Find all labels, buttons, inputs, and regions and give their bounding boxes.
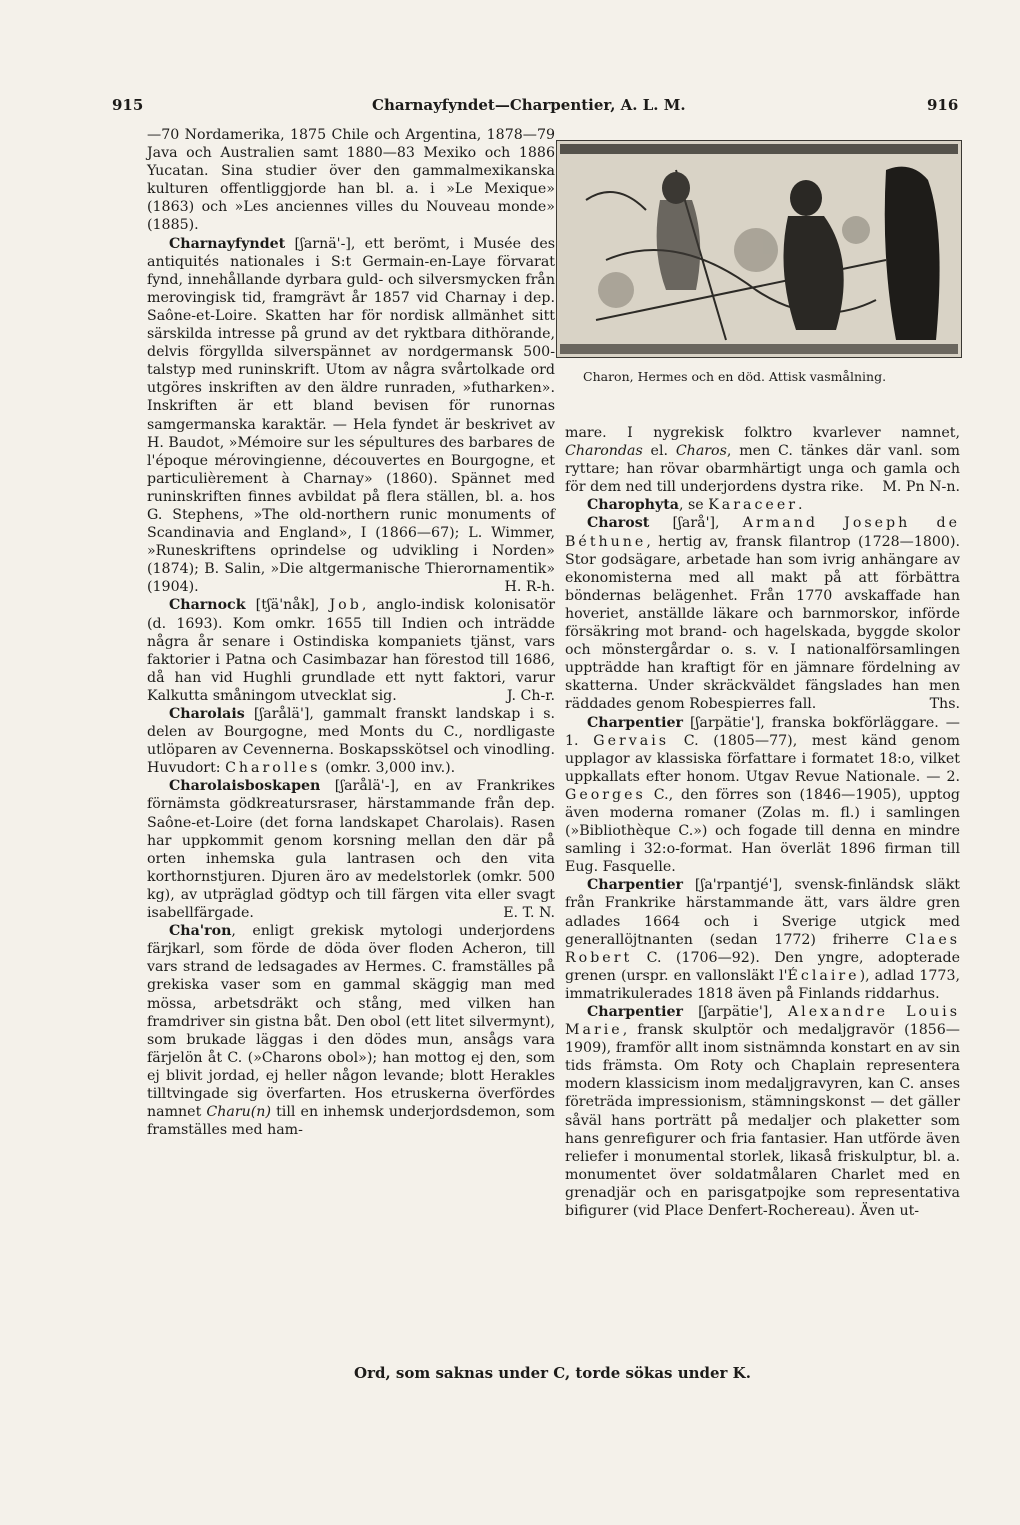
cross-reference: Karaceer — [708, 497, 799, 514]
entry-text: . — [798, 497, 803, 514]
headword: Charost — [587, 515, 650, 532]
spaced-name: Claes Robert — [565, 931, 960, 966]
entry-text: till en inhemsk underjordsdemon, som framställes med ham- — [147, 1104, 555, 1139]
entry-charost — [565, 514, 960, 713]
figure-caption: Charon, Hermes och en död. Attisk vasmålning. — [583, 369, 887, 384]
entry-charon — [147, 922, 555, 1139]
entry-text: C. (1706—92). Den yngre, adopterade grenen (urspr. en vallonsläkt l' — [565, 949, 960, 984]
headword: Charophyta — [587, 497, 679, 514]
entry-charolais — [147, 705, 555, 777]
continuation-paragraph — [565, 424, 960, 496]
entry-text: [ʃarnä'-], ett berömt, i Musée des antiquités nationales i S:t Germain-en-Laye förvarat fynd, innehållande dyrbara guld- och silversmycken från merovingisk tid, framgrävt år 1857 vid Charnay i dep. Saône-et-Loire. Skatten har för nordisk allmänhet sitt särskilda intresse på grund av det ryktbara dithörande, delvis förgyllda silverspännet av nordgermansk 500-talstyp med runinskrift. Utom av några svårtolkade ord utgöres inskriften av den äldre runraden, »futharken». Inskriften är ett bland bevisen för runornas samgermanska karaktär. — Hela fyndet är beskrivet av H. Baudot, »Mémoire sur les sépultures des barbares de l'époque mérovingienne, découvertes en Bourgogne, et particulièrement à Charnay» (1860). Spännet med runinskriften finnes avbildat på flera ställen, bl. a. hos G. Stephens, »The old-northern runic monuments of Scandinavia and England», I (1866—67); L. Wimmer, »Runeskriftens oprindelse og udvikling i Norden» (1874); B. Salin, »Die altgermanische Thierornamentik» (1904). — [147, 235, 555, 596]
entry-text: , anglo-indisk kolonisatör (d. 1693). Kom omkr. 1655 till Indien och inträdde några år senare i Ostindiska kompaniets tjänst, vars faktorier i Patna och Casimbazar han förestod till 1686, då han vid Hughli grundlade ett nytt faktori, varur Kalkutta småningom utvecklat sig. — [147, 597, 555, 704]
vase-painting-illustration — [556, 140, 962, 358]
headword: Charolais — [169, 706, 245, 722]
entry-charpentier-family — [565, 876, 960, 1003]
headword: Charolaisboskapen — [169, 778, 321, 795]
entry-text: [ʃa'rpantjé'], svensk-finländsk släkt från Frankrike härstammande ätt, vars äldre gren adlades 1664 och i Sverige utgick med generallöjtnanten (sedan 1772) friherre — [565, 877, 960, 948]
entry-charolaisboskapen — [147, 777, 555, 922]
spaced-name: Éclaire — [787, 967, 860, 984]
author-signature: J. Ch-r. — [506, 687, 555, 704]
headword: Charpentier — [587, 714, 683, 731]
spaced-name: Charolles — [225, 760, 321, 777]
entry-text: ), adlad 1773, immatrikulerades 1818 även på Finlands riddarhus. — [565, 967, 960, 1002]
author-signature: E. T. N. — [503, 905, 555, 922]
entry-text: [ʃarå'], — [649, 515, 743, 532]
entry-text: C., den förres son (1846—1905), upptog även moderna romaner (Zolas m. fl.) i samlingen (»Bibliothèque C.») och fogade till denna en mindre samling i 32:o-format. Han överlät 1896 firman till Eug. Fasquelle. — [565, 786, 960, 876]
entry-text: , hertig av, fransk filantrop (1728—1800). Stor godsägare, arbetade han som ivrig anhängare av ekonomisterna med all makt på att förbättra böndernas belägenhet. Från 1770 avskaffade han hoveriet, anställde läkare och barnmorskor, införde försäkring mot brand- och hagelskada, byggde skolor och mönstergårdar o. s. v. I nationalförsamlingen uppträdde han kraftigt för en jämnare fördelning av skatterna. Under skräckväldet fängslades han men räddades genom Robespierres fall. — [565, 533, 960, 713]
italic-term: Charu(n) — [206, 1104, 271, 1121]
entry-text: (omkr. 3,000 inv.). — [320, 760, 456, 777]
footer-note: Ord, som saknas under C, torde sökas under K. — [354, 1364, 751, 1382]
entry-charnock — [147, 596, 555, 705]
author-signature: M. Pn N-n. — [882, 479, 960, 496]
spaced-name: Job — [329, 597, 362, 614]
italic-term: Charos — [675, 443, 727, 460]
entry-charpentier-sculptor — [565, 1003, 960, 1220]
left-column — [147, 126, 555, 1139]
spaced-name: Armand Joseph de Béthune — [565, 515, 960, 550]
entry-text: C. (1805—77), mest känd genom upplagor av klassiska författare i formatet 18:o, vilket uppkallats efter honom. Utgav Revue Nationale. — 2. — [565, 732, 960, 785]
author-signature: Ths. — [929, 696, 960, 713]
entry-charpentier-publishers — [565, 714, 960, 877]
entry-text: [ʃarpätie'], — [682, 1004, 788, 1020]
entry-text: [ʃarålä'-], en av Frankrikes förnämsta gödkreatursraser, härstammande från dep. Saône-et-Loire (det forna landskapet Charolais). Rasen har uppkommit genom korsning mellan den där på orten inhemska gula lantrasen och den vita korthornstjuren. Djuren äro av medelstorlek (omkr. 500 kg), av utpräglad gödtyp och till färgen vita eller svagt isabellfärgade. — [147, 778, 555, 922]
entry-charophyta — [565, 496, 960, 514]
headword: Cha'ron — [169, 923, 232, 940]
headword: Charnock — [169, 597, 246, 614]
entry-charnayfyndet — [147, 235, 555, 597]
entry-text: [ʃarålä'], gammalt franskt landskap i s. delen av Bourgogne, med Monts du C., nordligaste utlöparen av Cevennerna. Boskapsskötsel och vinodling. Huvudort: — [147, 706, 555, 777]
entry-text: [tʃä'nåk], — [245, 597, 330, 614]
continuation-paragraph: —70 Nordamerika, 1875 Chile och Argentina, 1878—79 Java och Australien samt 1880—83 Mexiko och 1886 Yucatan. Sina studier över den gammalmexikanska kulturen offentliggjorde han bl. a. i »Le Mexique» (1863) och »Les anciennes villes du Nouveau monde» (1885). — [147, 127, 555, 234]
headword: Charpentier — [587, 1004, 683, 1020]
author-signature: H. R-h. — [504, 579, 555, 596]
entry-text: , men C. tänkes där vanl. som ryttare; han rövar obarmhärtigt unga och gamla och för dem ned till underjordens dystra rike. — [565, 443, 960, 496]
entry-text: mare. I nygrekisk folktro kvarlever namnet, — [565, 425, 960, 441]
entry-text: [ʃarpätie'], franska bokförläggare. — 1. — [565, 714, 960, 749]
entry-text: , se — [678, 497, 709, 514]
page-number-right: 916 — [927, 96, 959, 114]
headword: Charnayfyndet — [169, 235, 286, 252]
right-column — [565, 424, 960, 1220]
spaced-name: Gervais — [593, 732, 670, 749]
vase-painting-image — [556, 140, 962, 358]
italic-term: Charondas — [565, 443, 643, 460]
headword: Charpentier — [587, 877, 683, 894]
entry-text: el. — [642, 443, 676, 460]
spaced-name: Alexandre Louis Marie — [565, 1004, 960, 1039]
page-number-left: 915 — [112, 96, 144, 114]
entry-text: , fransk skulptör och medaljgravör (1856—1909), framför allt inom sistnämnda konstart en av sin tids främsta. Om Roty och Chaplain representera modern klassicism inom medaljgravyren, kan C. anses företräda impressionism, stämningskonst — det gäller såväl hans porträtt på medaljer och plaketter som hans genrefigurer och fria fantasier. Han utförde även reliefer i monumental storlek, likaså friskulptur, bl. a. monumentet över soldatmålaren Charlet med en grenadjär och en parisgatpojke som representativa bifigurer (vid Place Denfert-Rochereau). Även ut- — [565, 1022, 960, 1220]
spaced-name: Georges — [565, 786, 646, 803]
entry-text: , enligt grekisk mytologi underjordens färjkarl, som förde de döda över floden Acheron, till vars strand de ledsagades av Hermes. C. framställes på grekiska vaser som en gammal skäggig man med mössa, arbetsdräkt och stång, med vilken han framdriver sin gistna båt. Den obol (ett litet silvermynt), som brukade läggas i den dödes mun, ansågs vara färjelön åt C. (»Charons obol»); han mottog ej den, som ej blivit jordad, ej heller någon levande; blott Herakles tilltvingade sig överfarten. Hos etruskerna överfördes namnet — [147, 923, 555, 1121]
running-head: Charnayfyndet—Charpentier, A. L. M. — [372, 96, 686, 114]
